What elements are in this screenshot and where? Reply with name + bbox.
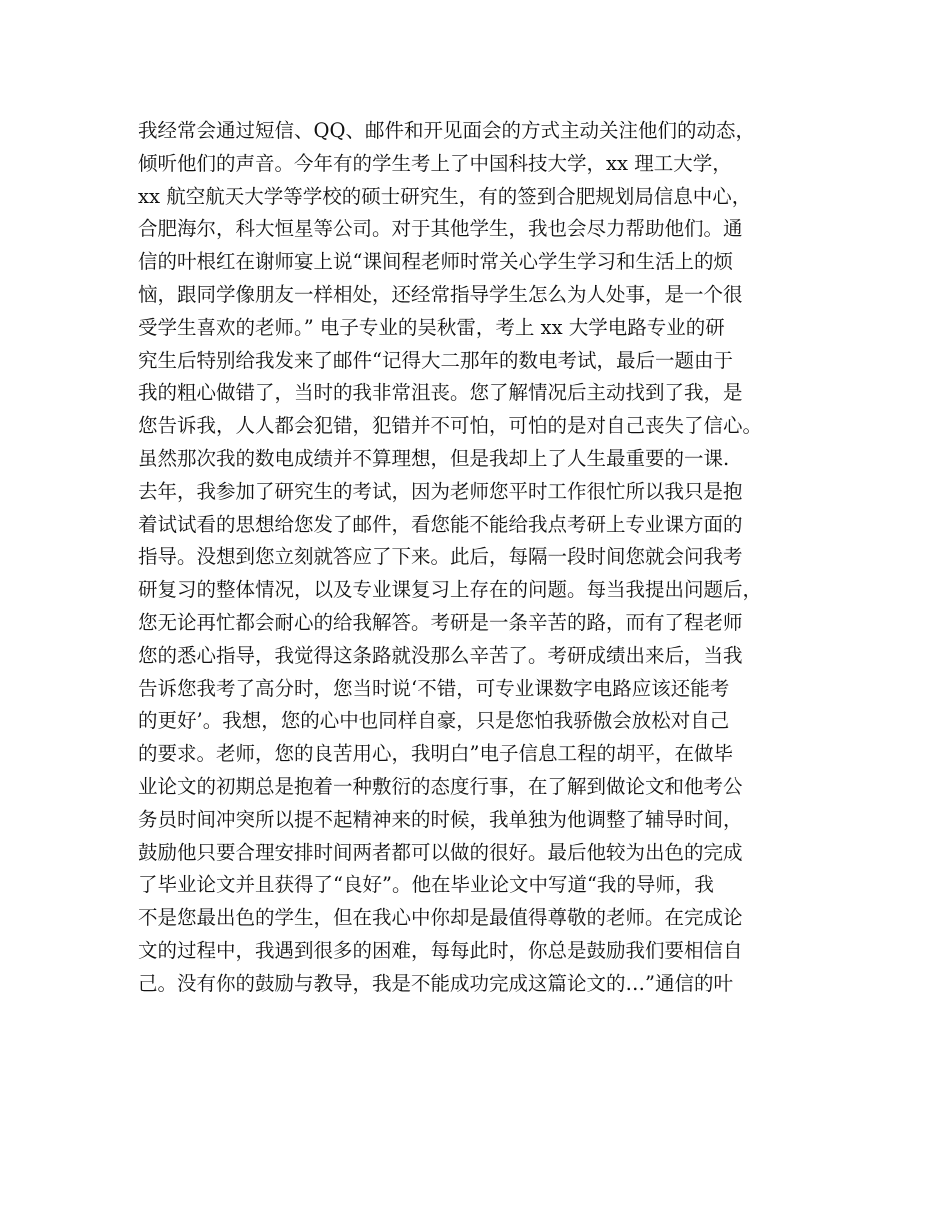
- text-line-6: 恼，跟同学像朋友一样相处，还经常指导学生怎么为人处事，是一个很: [138, 282, 743, 306]
- text-line-27: 己。没有你的鼓励与教导，我是不能成功完成这篇论文的…”通信的叶: [138, 971, 733, 995]
- text-line-26: 文的过程中，我遇到很多的困难，每每此时，你总是鼓励我们要相信自: [138, 938, 743, 962]
- text-line-2: 倾听他们的声音。今年有的学生考上了中国科技大学，xx 理工大学，: [138, 151, 732, 175]
- text-line-13: 着试试看的思想给您发了邮件，看您能不能给我点考研上专业课方面的: [138, 512, 743, 536]
- text-line-5: 信的叶根红在谢师宴上说“课间程老师时常关心学生学习和生活上的烦: [138, 250, 733, 274]
- text-line-14: 指导。没想到您立刻就答应了下来。此后，每隔一段时间您就会问我考: [138, 545, 743, 569]
- body-text: [138, 115, 838, 1001]
- text-line-17: 您的悉心指导，我觉得这条路就没那么辛苦了。考研成绩出来后，当我: [138, 643, 743, 667]
- text-line-1: 我经常会通过短信、QQ、邮件和开见面会的方式主动关注他们的动态，: [138, 119, 755, 142]
- text-line-24: 了毕业论文并且获得了“良好”。他在毕业论文中写道“我的导师，我: [138, 873, 714, 897]
- text-line-16: 您无论再忙都会耐心的给我解答。考研是一条辛苦的路，而有了程老师: [138, 610, 743, 634]
- text-line-11: 虽然那次我的数电成绩并不算理想，但是我却上了人生最重要的一课.: [138, 446, 730, 470]
- text-line-9: 我的粗心做错了，当时的我非常沮丧。您了解情况后主动找到了我，是: [138, 381, 743, 405]
- text-line-8: 究生后特别给我发来了邮件“记得大二那年的数电考试，最后一题由于: [138, 348, 733, 372]
- text-line-21: 业论文的初期总是抱着一种敷衍的态度行事，在了解到做论文和他考公: [138, 774, 743, 798]
- text-line-3: xx 航空航天大学等学校的硕士研究生，有的签到合肥规划局信息中心，: [138, 184, 752, 208]
- text-line-22: 务员时间冲突所以提不起精神来的时候，我单独为他调整了辅导时间，: [138, 807, 743, 831]
- text-line-4: 合肥海尔，科大恒星等公司。对于其他学生，我也会尽力帮助他们。通: [138, 217, 743, 241]
- text-line-10: 您告诉我，人人都会犯错，犯错并不可怕，可怕的是对自己丧失了信心。: [138, 414, 763, 438]
- text-line-12: 去年，我参加了研究生的考试，因为老师您平时工作很忙所以我只是抱: [138, 479, 743, 503]
- text-line-19: 的更好’。我想，您的心中也同样自豪，只是您怕我骄傲会放松对自己: [138, 709, 730, 733]
- text-line-7: 受学生喜欢的老师。” 电子专业的吴秋雷，考上 xx 大学电路专业的研: [138, 315, 725, 339]
- text-line-20: 的要求。老师，您的良苦用心，我明白”电子信息工程的胡平，在做毕: [138, 742, 733, 766]
- text-line-25: 不是您最出色的学生，但在我心中你却是最值得尊敬的老师。在完成论: [138, 906, 743, 930]
- text-line-18: 告诉您我考了高分时，您当时说‘不错，可专业课数字电路应该还能考: [138, 676, 730, 700]
- text-line-23: 鼓励他只要合理安排时间两者都可以做的很好。最后他较为出色的完成: [138, 840, 743, 864]
- text-line-15: 研复习的整体情况，以及专业课复习上存在的问题。每当我提出问题后，: [138, 578, 763, 602]
